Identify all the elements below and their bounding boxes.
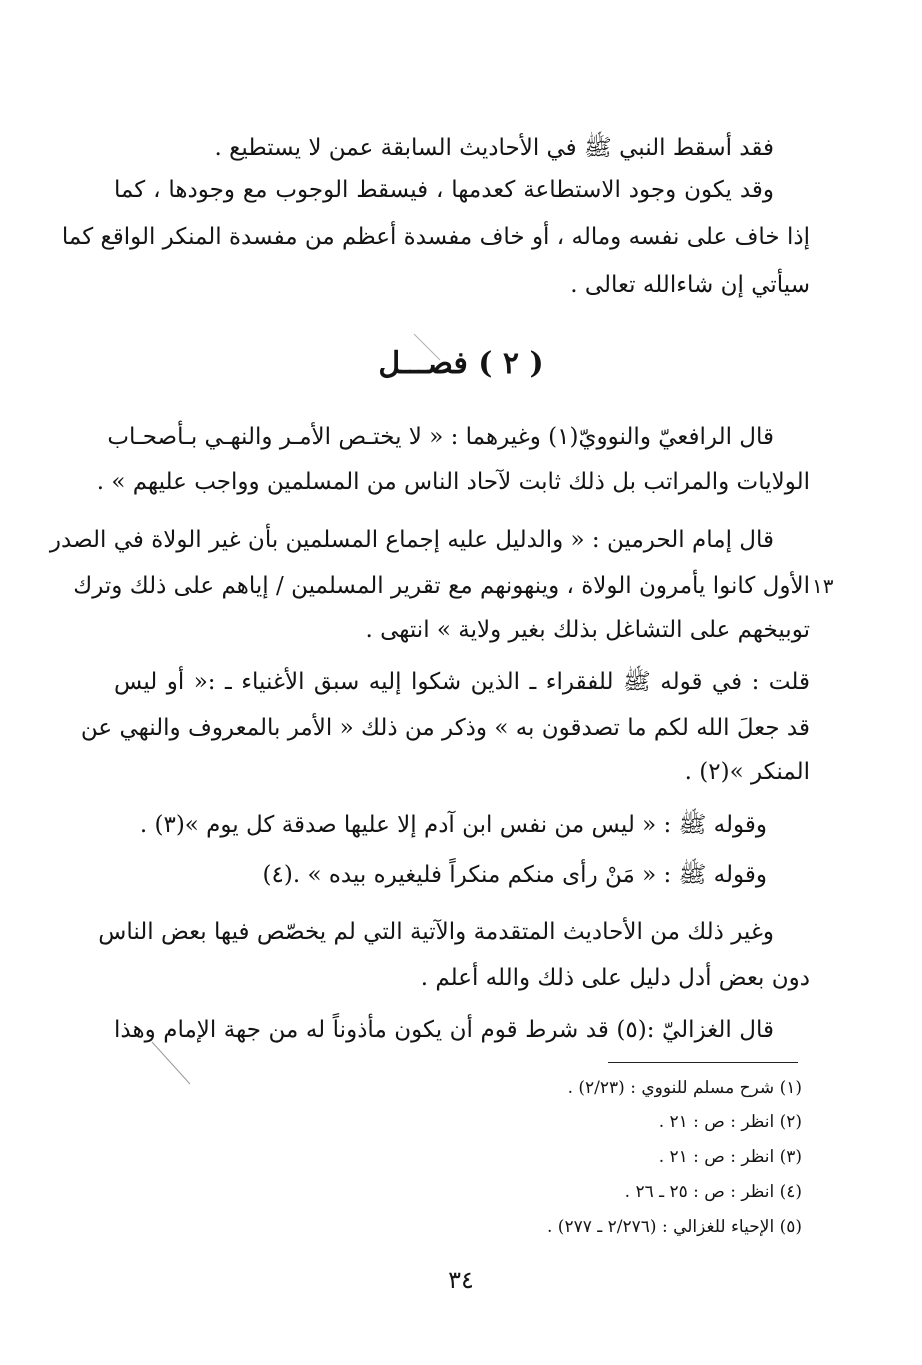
text-line: المنكر »(٢) . [684, 759, 810, 785]
pen-stroke-mark [150, 1040, 210, 1090]
footnote: (٣) انظر : ص : ٢١ . [658, 1147, 802, 1167]
section-heading: ( ٢ ) فصـــل [378, 346, 544, 381]
text-line: دون بعض أدل دليل على ذلك والله أعلم . [420, 965, 810, 991]
text-line: الولايات والمراتب بل ذلك ثابت لآحاد الناس من المسلمين وواجب عليهم » . [96, 469, 810, 495]
text-line: وغير ذلك من الأحاديث المتقدمة والآتية التي لم يخصّص فيها بعض الناس [98, 919, 774, 945]
page-number: ٣٤ [448, 1266, 474, 1294]
margin-page-number: ١٣ [812, 574, 834, 598]
text-line: وقوله ﷺ : « مَنْ رأى منكم منكراً فليغيره بيده » .(٤) [262, 862, 767, 888]
footnote: (٥) الإحياء للغزالي : (٢/٢٧٦ ـ ٢٧٧) . [546, 1217, 802, 1237]
text-line: قال الغزاليّ :(٥) قد شرط قوم أن يكون مأذوناً له من جهة الإمام وهذا [114, 1017, 774, 1043]
text-line: إذا خاف على نفسه وماله ، أو خاف مفسدة أعظم من مفسدة المنكر الواقع كما [61, 224, 810, 250]
text-line: قلت : في قوله ﷺ للفقراء ـ الذين شكوا إليه سبق الأغنياء ـ :« أو ليس [114, 669, 810, 695]
text-line: وقد يكون وجود الاستطاعة كعدمها ، فيسقط الوجوب مع وجودها ، كما [114, 177, 774, 203]
text-line: فقد أسقط النبي ﷺ في الأحاديث السابقة عمن لا يستطيع . [214, 135, 774, 161]
footnote: (٢) انظر : ص : ٢١ . [658, 1112, 802, 1132]
footnote: (١) شرح مسلم للنووي : (٢/٢٣) . [567, 1078, 802, 1098]
footnote-separator [608, 1062, 798, 1063]
text-line: وقوله ﷺ : « ليس من نفس ابن آدم إلا عليها صدقة كل يوم »(٣) . [139, 812, 767, 838]
footnote: (٤) انظر : ص : ٢٥ ـ ٢٦ . [624, 1182, 802, 1202]
text-line: الأول كانوا يأمرون الولاة ، وينهونهم مع تقرير المسلمين / إياهم على ذلك وترك [73, 573, 810, 599]
text-line: سيأتي إن شاءالله تعالى . [570, 272, 810, 298]
text-line: قال الرافعيّ والنوويّ(١) وغيرهما : « لا يختـص الأمـر والنهـي بـأصحـاب [107, 424, 774, 450]
text-line: توبيخهم على التشاغل بذلك بغير ولاية » انتهى . [365, 617, 810, 643]
pen-stroke-mark [410, 330, 470, 370]
text-line: قد جعلَ الله لكم ما تصدقون به » وذكر من ذلك « الأمر بالمعروف والنهي عن [80, 715, 810, 741]
text-line: قال إمام الحرمين : « والدليل عليه إجماع المسلمين بأن غير الولاة في الصدر [49, 527, 774, 553]
